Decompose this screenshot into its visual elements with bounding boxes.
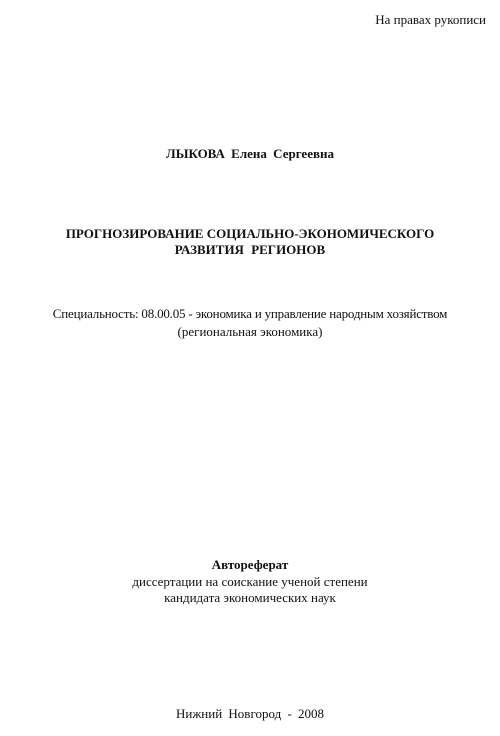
place-and-year: Нижний Новгород - 2008 <box>175 706 325 721</box>
manuscript-rights-note: На правах рукописи <box>375 12 486 27</box>
dissertation-line-2: кандидата экономических наук <box>164 590 336 605</box>
author-name: ЛЫКОВА Елена Сергеевна <box>166 146 334 161</box>
abstract-heading: Автореферат <box>211 557 289 572</box>
dissertation-line-1: диссертации на соискание ученой степени <box>132 574 368 589</box>
title-line-2: РАЗВИТИЯ РЕГИОНОВ <box>174 242 326 257</box>
specialty-line-1: Специальность: 08.00.05 - экономика и управление народным хозяйством <box>52 306 448 321</box>
title-line-1: ПРОГНОЗИРОВАНИЕ СОЦИАЛЬНО-ЭКОНОМИЧЕСКОГО <box>65 226 435 241</box>
specialty-line-2: (региональная экономика) <box>177 324 323 339</box>
